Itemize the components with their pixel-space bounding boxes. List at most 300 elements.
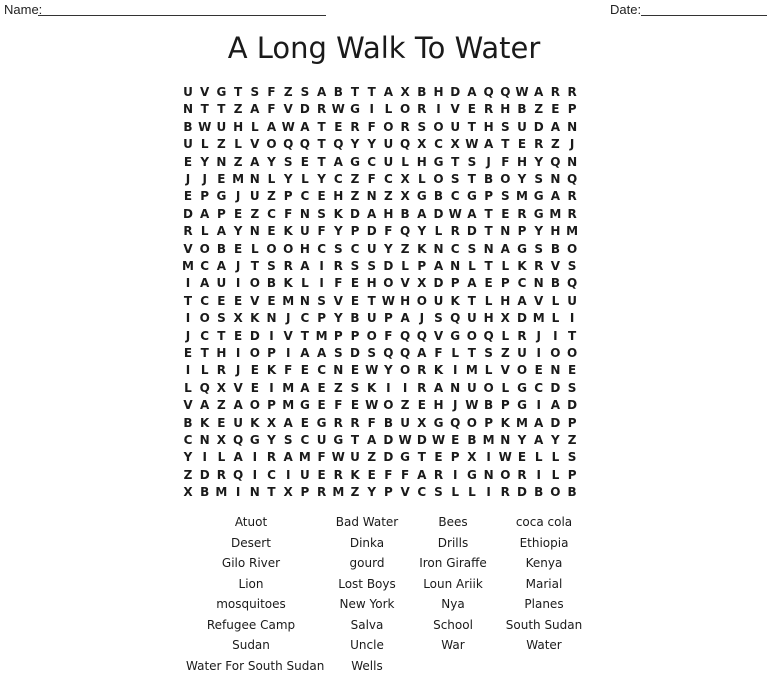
grid-letter: N <box>450 259 461 273</box>
word-list-item: Sudan <box>232 638 270 652</box>
grid-letter: R <box>350 119 360 134</box>
grid-letter: A <box>534 433 544 447</box>
grid-letter: T <box>467 346 476 360</box>
grid-letter: F <box>334 276 343 291</box>
grid-letter: U <box>300 224 310 239</box>
grid-letter: Z <box>233 102 243 117</box>
grid-letter: E <box>534 363 543 378</box>
grid-letter: F <box>384 467 393 482</box>
grid-letter: P <box>350 328 360 343</box>
grid-letter: C <box>317 363 326 378</box>
grid-letter: R <box>417 102 427 117</box>
grid-letter: D <box>299 102 310 117</box>
grid-letter: J <box>452 398 458 413</box>
grid-letter: X <box>183 485 193 500</box>
grid-letter: B <box>417 85 427 99</box>
word-list-item: Salva <box>350 617 384 632</box>
grid-letter: M <box>332 485 345 500</box>
grid-letter: S <box>350 380 360 395</box>
grid-letter: J <box>486 154 491 169</box>
grid-letter: P <box>317 311 326 326</box>
grid-letter: O <box>466 415 477 430</box>
grid-letter: X <box>400 189 410 204</box>
grid-letter: L <box>234 137 242 152</box>
grid-letter: S <box>434 485 443 500</box>
grid-letter: P <box>333 328 343 343</box>
grid-letter: I <box>235 485 241 500</box>
grid-letter: M <box>282 293 295 308</box>
grid-letter: A <box>300 380 310 395</box>
grid-letter: T <box>467 293 476 308</box>
grid-letter: C <box>517 276 527 291</box>
grid-letter: R <box>283 259 293 273</box>
grid-letter: A <box>400 311 410 326</box>
grid-letter: X <box>417 276 427 291</box>
grid-letter: E <box>300 415 309 430</box>
grid-letter: N <box>483 467 494 482</box>
grid-letter: B <box>216 241 226 256</box>
grid-letter: P <box>383 311 393 326</box>
grid-letter: A <box>550 119 561 134</box>
grid-letter: C <box>267 206 276 221</box>
grid-letter: A <box>433 259 444 273</box>
word-list-item: Bad Water <box>335 515 399 529</box>
grid-letter: P <box>500 276 510 291</box>
grid-letter: S <box>534 172 544 186</box>
grid-letter: S <box>367 346 377 360</box>
grid-letter: L <box>551 311 560 326</box>
grid-letter: C <box>350 241 360 256</box>
grid-letter: Z <box>217 398 226 413</box>
grid-letter: A <box>500 241 510 256</box>
grid-letter: K <box>417 241 427 256</box>
grid-letter: W <box>331 450 345 465</box>
grid-letter: G <box>333 433 344 447</box>
grid-letter: U <box>183 137 193 152</box>
grid-letter: C <box>300 433 310 447</box>
grid-letter: H <box>483 311 494 326</box>
grid-letter: A <box>300 346 310 360</box>
grid-letter: G <box>299 398 310 413</box>
grid-letter: L <box>200 224 209 239</box>
grid-letter: Z <box>283 85 293 99</box>
grid-letter: B <box>550 276 560 291</box>
grid-letter: C <box>317 241 326 256</box>
grid-letter: A <box>283 450 293 465</box>
grid-letter: T <box>317 137 326 152</box>
grid-letter: J <box>235 189 241 204</box>
grid-letter: B <box>517 102 527 117</box>
grid-letter: T <box>451 154 460 169</box>
grid-letter: H <box>516 154 528 169</box>
grid-letter: A <box>333 154 343 169</box>
grid-letter: U <box>366 241 377 256</box>
grid-letter: G <box>450 328 461 343</box>
grid-letter: M <box>549 206 562 221</box>
grid-letter: N <box>567 154 578 169</box>
grid-letter: T <box>350 85 360 99</box>
grid-letter: E <box>217 172 226 186</box>
grid-letter: X <box>233 311 243 326</box>
grid-letter: A <box>316 346 327 360</box>
grid-letter: S <box>217 311 226 326</box>
word-list-item: Dinka <box>349 535 385 550</box>
grid-letter: T <box>484 259 493 273</box>
grid-letter: Q <box>399 328 411 343</box>
grid-letter: Y <box>551 433 560 447</box>
grid-letter: U <box>467 311 477 326</box>
grid-letter: O <box>266 241 277 256</box>
grid-letter: K <box>250 415 260 430</box>
grid-letter: S <box>350 259 360 273</box>
grid-letter: H <box>500 293 511 308</box>
grid-letter: C <box>417 485 427 500</box>
grid-letter: O <box>550 346 561 360</box>
grid-letter: R <box>333 467 343 482</box>
date-line <box>641 15 767 16</box>
grid-letter: K <box>333 206 343 221</box>
grid-letter: L <box>250 241 259 256</box>
word-list-item: Drills <box>437 535 469 550</box>
grid-letter: F <box>367 172 376 186</box>
grid-letter: S <box>267 259 276 273</box>
grid-letter: B <box>567 485 577 500</box>
grid-letter: R <box>316 485 327 500</box>
grid-letter: A <box>367 433 377 447</box>
grid-letter: H <box>433 85 444 99</box>
grid-letter: L <box>501 380 510 395</box>
grid-letter: N <box>533 276 544 291</box>
grid-letter: O <box>383 276 394 291</box>
grid-letter: G <box>433 415 444 430</box>
grid-letter: V <box>333 293 343 308</box>
grid-letter: O <box>566 346 578 360</box>
grid-letter: A <box>550 189 561 204</box>
grid-letter: U <box>316 433 327 447</box>
grid-letter: E <box>267 293 276 308</box>
grid-letter: I <box>569 311 575 326</box>
grid-letter: X <box>400 85 410 99</box>
grid-letter: T <box>267 485 276 500</box>
word-list-item: Water For South Sudan <box>186 658 325 673</box>
grid-letter: X <box>216 380 227 395</box>
grid-letter: I <box>486 485 491 500</box>
grid-letter: O <box>199 311 210 326</box>
grid-letter: I <box>235 346 241 360</box>
grid-letter: L <box>468 485 476 500</box>
grid-letter: P <box>484 415 493 430</box>
grid-letter: R <box>316 102 327 117</box>
grid-letter: N <box>299 293 310 308</box>
grid-letter: S <box>367 259 377 273</box>
grid-letter: F <box>334 398 343 413</box>
grid-letter: A <box>200 276 210 291</box>
grid-letter: M <box>182 259 194 273</box>
grid-letter: S <box>567 259 577 273</box>
grid-letter: O <box>433 172 444 186</box>
grid-letter: H <box>500 102 511 117</box>
grid-letter: P <box>567 467 577 482</box>
grid-letter: Q <box>450 415 461 430</box>
grid-letter: J <box>235 259 241 273</box>
grid-letter: E <box>350 293 360 308</box>
grid-letter: A <box>433 380 444 395</box>
grid-letter: E <box>417 398 426 413</box>
grid-letter: Y <box>267 154 276 169</box>
grid-letter: R <box>517 206 527 221</box>
grid-letter: H <box>433 398 444 413</box>
grid-letter: I <box>536 467 541 482</box>
grid-letter: U <box>383 137 394 152</box>
grid-letter: K <box>517 259 527 273</box>
grid-letter: T <box>217 102 226 117</box>
grid-letter: E <box>501 206 510 221</box>
grid-letter: E <box>350 276 360 291</box>
grid-letter: R <box>333 415 343 430</box>
word-list-item: War <box>441 638 465 652</box>
grid-letter: A <box>534 415 544 430</box>
grid-letter: T <box>568 328 577 343</box>
grid-letter: J <box>185 328 191 343</box>
grid-letter: S <box>333 346 343 360</box>
grid-letter: Z <box>551 137 560 152</box>
grid-letter: W <box>281 119 295 134</box>
grid-letter: G <box>533 206 544 221</box>
grid-letter: K <box>500 415 510 430</box>
grid-letter: G <box>400 450 411 465</box>
word-list-item: Wells <box>351 658 383 673</box>
grid-letter: F <box>384 224 393 239</box>
grid-letter: E <box>233 206 243 221</box>
grid-letter: N <box>199 433 210 447</box>
grid-letter: P <box>484 189 493 204</box>
grid-letter: O <box>366 328 377 343</box>
grid-letter: W <box>198 119 212 134</box>
grid-letter: K <box>266 363 277 378</box>
grid-letter: E <box>233 328 243 343</box>
grid-letter: M <box>298 450 311 465</box>
grid-letter: M <box>315 328 328 343</box>
grid-letter: I <box>285 467 291 482</box>
grid-letter: P <box>417 259 427 273</box>
grid-letter: V <box>183 398 193 413</box>
grid-letter: E <box>217 293 226 308</box>
grid-letter: G <box>433 154 444 169</box>
grid-letter: A <box>417 467 427 482</box>
grid-letter: I <box>319 276 324 291</box>
grid-letter: V <box>283 102 293 117</box>
grid-letter: Y <box>333 224 343 239</box>
grid-letter: J <box>536 328 541 343</box>
grid-letter: G <box>350 154 360 169</box>
grid-letter: P <box>283 189 293 204</box>
grid-letter: L <box>551 467 560 482</box>
grid-letter: N <box>366 189 377 204</box>
grid-letter: W <box>515 85 529 99</box>
grid-letter: R <box>433 467 444 482</box>
word-column-1 <box>186 512 325 676</box>
grid-letter: I <box>436 102 441 117</box>
grid-letter: Q <box>283 137 294 152</box>
grid-letter: N <box>567 119 578 134</box>
grid-letter: W <box>465 398 479 413</box>
grid-letter: T <box>350 433 360 447</box>
grid-letter: U <box>249 189 260 204</box>
grid-letter: A <box>367 206 377 221</box>
grid-letter: F <box>317 224 326 239</box>
grid-letter: G <box>517 398 527 413</box>
grid-letter: F <box>434 346 443 360</box>
grid-letter: B <box>550 241 560 256</box>
grid-letter: O <box>399 102 411 117</box>
grid-letter: Y <box>534 224 544 239</box>
grid-letter: E <box>317 189 326 204</box>
grid-letter: Y <box>317 172 326 186</box>
grid-letter: R <box>216 467 227 482</box>
grid-letter: D <box>550 415 561 430</box>
grid-letter: X <box>417 415 427 430</box>
grid-letter: T <box>484 224 493 239</box>
grid-letter: R <box>567 85 577 99</box>
grid-letter: W <box>498 450 512 465</box>
grid-letter: L <box>200 137 209 152</box>
grid-letter: S <box>450 172 460 186</box>
grid-letter: D <box>249 328 260 343</box>
grid-letter: L <box>434 224 443 239</box>
grid-letter: Z <box>534 102 544 117</box>
grid-letter: T <box>200 346 209 360</box>
grid-letter: A <box>200 206 210 221</box>
grid-letter: G <box>517 241 527 256</box>
grid-letter: R <box>400 119 410 134</box>
grid-letter: L <box>417 172 426 186</box>
grid-letter: J <box>569 137 575 152</box>
grid-letter: V <box>534 293 544 308</box>
word-list-item: Planes <box>524 597 564 611</box>
grid-letter: S <box>250 85 260 99</box>
grid-letter: S <box>417 119 427 134</box>
grid-letter: S <box>534 241 544 256</box>
grid-letter: L <box>301 172 309 186</box>
grid-letter: E <box>267 224 276 239</box>
grid-letter: O <box>266 137 277 152</box>
grid-letter: G <box>416 189 427 204</box>
grid-letter: C <box>434 137 443 152</box>
grid-letter: E <box>317 467 326 482</box>
grid-letter: Z <box>183 467 193 482</box>
grid-letter: E <box>467 102 476 117</box>
grid-letter: M <box>232 172 245 186</box>
grid-letter: W <box>381 293 396 308</box>
grid-letter: U <box>300 467 310 482</box>
grid-letter: A <box>233 398 243 413</box>
grid-letter: R <box>417 380 427 395</box>
grid-letter: M <box>465 363 478 378</box>
grid-letter: J <box>235 363 241 378</box>
grid-letter: U <box>233 415 243 430</box>
grid-letter: X <box>467 450 477 465</box>
grid-letter: S <box>300 85 310 99</box>
grid-letter: Y <box>517 433 527 447</box>
grid-letter: C <box>200 259 210 273</box>
grid-letter: B <box>200 485 210 500</box>
grid-letter: I <box>536 346 541 360</box>
grid-letter: O <box>199 241 210 256</box>
grid-letter: R <box>333 259 343 273</box>
grid-letter: P <box>567 415 577 430</box>
grid-letter: T <box>467 119 476 134</box>
grid-letter: N <box>450 380 461 395</box>
grid-letter: C <box>534 380 544 395</box>
grid-letter: N <box>483 241 494 256</box>
grid-letter: G <box>249 433 260 447</box>
grid-letter: Z <box>350 189 360 204</box>
grid-letter: R <box>517 467 527 482</box>
grid-letter: H <box>299 241 310 256</box>
grid-letter: K <box>283 224 293 239</box>
grid-letter: R <box>417 363 427 378</box>
grid-letter: W <box>465 137 479 152</box>
grid-letter: F <box>501 154 510 169</box>
grid-letter: I <box>452 363 458 378</box>
grid-letter: M <box>516 189 528 204</box>
grid-letter: Z <box>267 189 276 204</box>
grid-letter: Q <box>199 380 210 395</box>
grid-letter: E <box>300 154 309 169</box>
grid-letter: Q <box>450 311 461 326</box>
grid-letter: L <box>468 259 476 273</box>
grid-letter: I <box>202 450 207 465</box>
grid-letter: I <box>185 311 191 326</box>
grid-letter: Y <box>233 224 243 239</box>
grid-letter: A <box>550 398 561 413</box>
grid-letter: I <box>319 259 324 273</box>
grid-letter: R <box>534 137 544 152</box>
grid-letter: Z <box>567 433 577 447</box>
grid-letter: Z <box>250 206 260 221</box>
grid-letter: U <box>383 154 394 169</box>
grid-letter: A <box>417 206 427 221</box>
word-column-4 <box>479 512 609 656</box>
grid-letter: Z <box>367 450 377 465</box>
grid-letter: L <box>401 154 409 169</box>
grid-letter: L <box>501 328 510 343</box>
grid-letter: I <box>486 450 491 465</box>
grid-letter: S <box>484 346 493 360</box>
grid-letter: E <box>434 450 443 465</box>
grid-letter: E <box>183 154 193 169</box>
word-list-item: Uncle <box>350 638 384 652</box>
grid-letter: E <box>250 380 259 395</box>
grid-letter: B <box>534 485 544 500</box>
grid-letter: Z <box>400 398 410 413</box>
grid-letter: H <box>333 189 344 204</box>
grid-letter: N <box>433 241 444 256</box>
grid-letter: F <box>284 206 293 221</box>
grid-letter: L <box>217 450 226 465</box>
grid-letter: H <box>483 119 494 134</box>
grid-letter: S <box>317 206 326 221</box>
grid-letter: S <box>434 311 443 326</box>
grid-letter: N <box>216 154 227 169</box>
grid-letter: D <box>383 259 394 273</box>
grid-letter: N <box>550 363 561 378</box>
grid-letter: X <box>216 433 227 447</box>
grid-letter: J <box>285 311 291 326</box>
grid-letter: T <box>250 259 259 273</box>
grid-letter: S <box>317 293 326 308</box>
grid-letter: E <box>517 137 527 152</box>
